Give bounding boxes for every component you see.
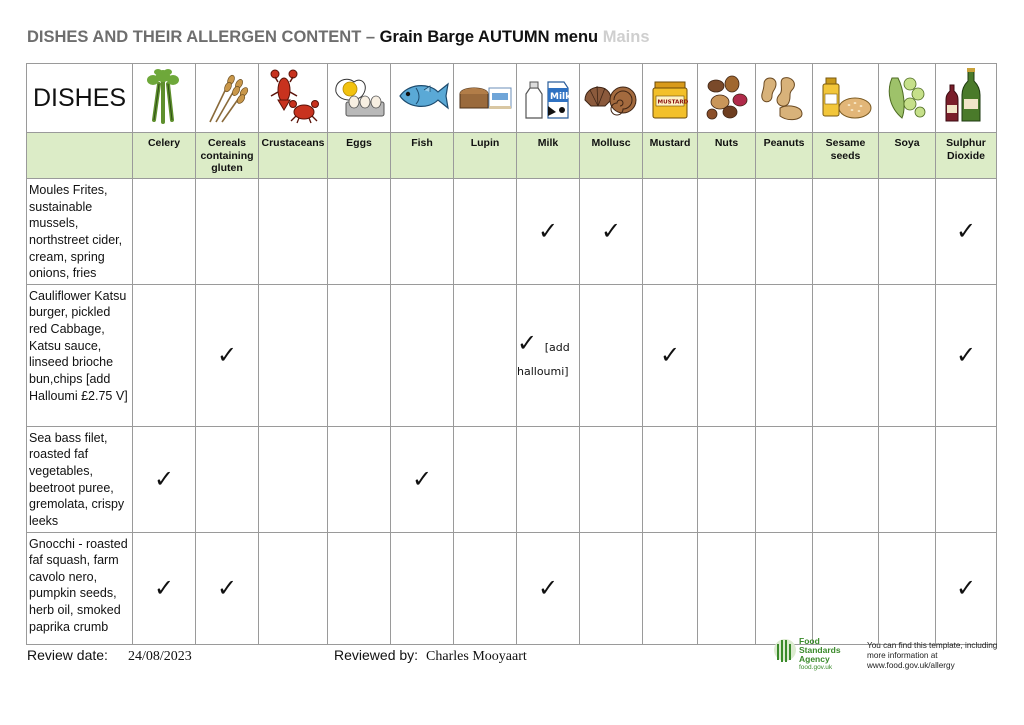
allergen-cell	[517, 426, 580, 532]
allergen-label: Milk	[517, 133, 580, 179]
tick-mark: ✓	[517, 328, 538, 357]
allergen-cell	[643, 179, 698, 285]
fish-icon	[391, 64, 454, 133]
peanuts-icon	[756, 64, 813, 133]
tick-mark: ✓	[537, 574, 559, 602]
wine-bottles-icon	[936, 64, 997, 133]
allergen-cell	[580, 532, 643, 644]
allergen-cell	[879, 532, 936, 644]
allergen-cell	[879, 179, 936, 285]
label-row-blank	[27, 133, 133, 179]
fsa-logo-text: Food Standards Agency	[799, 636, 841, 664]
allergen-cell	[813, 532, 879, 644]
header-title: DISHES AND THEIR ALLERGEN CONTENT –	[27, 28, 380, 46]
svg-text:MUSTARD: MUSTARD	[657, 99, 689, 105]
allergen-label: Fish	[391, 133, 454, 179]
template-info: You can find this template, including more information at www.food.gov.uk/allergy	[867, 641, 998, 670]
allergen-cell	[813, 426, 879, 532]
allergen-cell	[259, 179, 328, 285]
allergen-cell	[580, 179, 643, 285]
allergen-cell	[391, 532, 454, 644]
shells-icon	[580, 64, 643, 133]
mustard-jar-icon	[643, 64, 698, 133]
tick-mark: ✓	[955, 217, 977, 246]
allergen-cell	[698, 284, 756, 426]
allergen-cell	[517, 284, 580, 426]
dish-row	[27, 532, 997, 644]
dish-row	[27, 284, 997, 426]
lobster-crab-icon	[259, 64, 328, 133]
allergen-cell	[454, 426, 517, 532]
allergen-cell	[698, 532, 756, 644]
allergen-cell	[328, 284, 391, 426]
allergen-cell	[196, 532, 259, 644]
reviewed-by	[334, 647, 527, 665]
sesame-icon	[813, 64, 879, 133]
allergen-cell	[756, 426, 813, 532]
allergen-cell	[196, 426, 259, 532]
dish-name: Cauliflower Katsu burger, pickled red Cabbage, Katsu sauce, linseed brioche bun,chips [add Halloumi £2.75 V]	[27, 284, 133, 426]
allergen-cell	[454, 532, 517, 644]
page-header	[27, 28, 650, 47]
allergen-label: Nuts	[698, 133, 756, 179]
allergen-label: Sulphur Dioxide	[936, 133, 997, 179]
soya-icon	[879, 64, 936, 133]
allergen-cell	[328, 532, 391, 644]
allergen-cell	[580, 426, 643, 532]
allergen-cell	[879, 284, 936, 426]
dishes-title: DISHES	[27, 64, 133, 133]
reviewer-name: Charles Mooyaart	[426, 649, 527, 664]
dish-row	[27, 179, 997, 285]
allergen-label: Soya	[879, 133, 936, 179]
allergen-cell	[698, 426, 756, 532]
allergen-cell	[133, 532, 196, 644]
allergen-cell	[391, 284, 454, 426]
allergen-cell	[936, 284, 997, 426]
allergen-cell	[196, 179, 259, 285]
allergen-label: Peanuts	[756, 133, 813, 179]
allergen-cell	[698, 179, 756, 285]
fsa-url: food.gov.uk	[799, 664, 833, 671]
tick-mark: ✓	[955, 341, 977, 370]
allergen-cell	[391, 179, 454, 285]
allergen-label: Cereals containing gluten	[196, 133, 259, 179]
icon-row	[27, 64, 997, 133]
milk-icon	[517, 64, 580, 133]
allergen-label: Mustard	[643, 133, 698, 179]
allergen-cell	[936, 179, 997, 285]
allergen-cell	[643, 426, 698, 532]
review-date	[27, 647, 192, 665]
allergen-table	[26, 63, 997, 645]
allergen-cell	[813, 179, 879, 285]
allergen-label: Sesame seeds	[813, 133, 879, 179]
allergen-cell	[643, 532, 698, 644]
allergen-cell	[756, 532, 813, 644]
allergen-cell	[879, 426, 936, 532]
allergen-label: Celery	[133, 133, 196, 179]
wheat-icon	[196, 64, 259, 133]
allergen-cell	[391, 426, 454, 532]
allergen-label: Mollusc	[580, 133, 643, 179]
allergen-cell	[328, 426, 391, 532]
allergen-cell	[517, 179, 580, 285]
dish-name: Sea bass filet, roasted faf vegetables, beetroot puree, gremolata, crispy leeks	[27, 426, 133, 532]
nuts-icon	[698, 64, 756, 133]
tick-mark: ✓	[216, 574, 238, 602]
tick-mark: ✓	[600, 217, 622, 246]
dish-row	[27, 426, 997, 532]
tick-note: [add halloumi]	[517, 340, 570, 378]
allergen-cell	[133, 284, 196, 426]
header-menu-name: Grain Barge AUTUMN menu	[379, 28, 599, 46]
tick-mark: ✓	[153, 574, 175, 602]
allergen-cell	[133, 179, 196, 285]
tick-mark: ✓	[216, 341, 238, 370]
tick-mark: ✓	[955, 574, 977, 602]
allergen-cell	[643, 284, 698, 426]
allergen-label-row	[27, 133, 997, 179]
allergen-cell	[454, 179, 517, 285]
tick-mark: ✓	[153, 465, 175, 494]
allergen-cell	[259, 426, 328, 532]
allergen-cell	[936, 532, 997, 644]
tick-mark: ✓	[411, 465, 433, 494]
allergen-cell	[133, 426, 196, 532]
dish-name: Moules Frites, sustainable mussels, northstreet cider, cream, spring onions, fries	[27, 179, 133, 285]
review-date-label: Review date:	[27, 647, 108, 663]
allergen-cell	[454, 284, 517, 426]
allergen-label: Lupin	[454, 133, 517, 179]
reviewed-by-label: Reviewed by:	[334, 647, 419, 663]
review-date-value: 24/08/2023	[127, 649, 192, 664]
allergen-cell	[756, 284, 813, 426]
allergen-cell	[196, 284, 259, 426]
allergen-cell	[756, 179, 813, 285]
celery-icon	[133, 64, 196, 133]
allergen-cell	[259, 532, 328, 644]
allergen-cell	[517, 532, 580, 644]
allergen-cell	[813, 284, 879, 426]
header-section: Mains	[602, 28, 650, 46]
dish-name: Gnocchi - roasted faf squash, farm cavolo nero, pumpkin seeds, herb oil, smoked paprika crumb	[27, 532, 133, 644]
allergen-label: Crustaceans	[259, 133, 328, 179]
tick-with-note	[517, 328, 579, 379]
tick-mark: ✓	[537, 217, 559, 246]
allergen-cell	[328, 179, 391, 285]
allergen-cell	[580, 284, 643, 426]
allergen-cell	[259, 284, 328, 426]
fsa-logo	[773, 636, 853, 672]
lupin-bread-icon	[454, 64, 517, 133]
allergen-label: Eggs	[328, 133, 391, 179]
svg-text:Milk: Milk	[550, 91, 572, 102]
fsa-logo-icon	[773, 636, 797, 666]
allergen-cell	[936, 426, 997, 532]
eggs-icon	[328, 64, 391, 133]
tick-mark: ✓	[659, 341, 681, 370]
